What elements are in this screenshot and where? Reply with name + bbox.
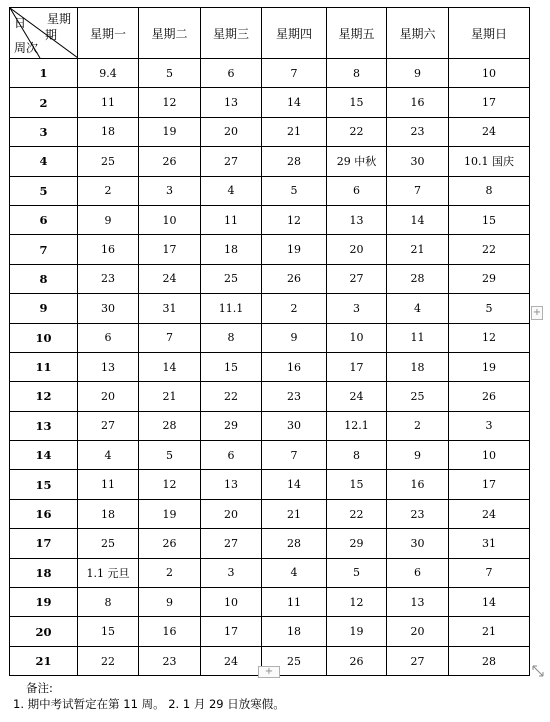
date-cell: 31 — [449, 529, 530, 558]
week-row — [10, 441, 530, 470]
date-cell: 21 — [387, 235, 449, 264]
date-cell: 4 — [387, 294, 449, 323]
date-cell: 9 — [78, 205, 139, 234]
date-cell: 23 — [78, 264, 139, 293]
date-cell: 16 — [387, 470, 449, 499]
date-cell: 20 — [201, 117, 262, 146]
date-cell: 2 — [78, 176, 139, 205]
week-row — [10, 235, 530, 264]
date-cell: 23 — [262, 382, 327, 411]
date-cell: 19 — [327, 617, 387, 646]
date-cell: 19 — [139, 117, 201, 146]
date-cell: 21 — [262, 499, 327, 528]
date-cell: 6 — [201, 441, 262, 470]
date-cell: 9.4 — [78, 59, 139, 88]
notes-label: 备注: — [26, 681, 53, 695]
date-cell: 10 — [449, 441, 530, 470]
week-row — [10, 205, 530, 234]
date-cell: 27 — [327, 264, 387, 293]
week-row — [10, 88, 530, 117]
date-cell: 19 — [139, 499, 201, 528]
week-number-cell: 7 — [10, 235, 78, 264]
date-cell: 26 — [327, 646, 387, 675]
day-header: 星期五 — [327, 8, 387, 59]
date-cell: 5 — [327, 558, 387, 587]
date-cell: 30 — [262, 411, 327, 440]
date-cell: 11 — [78, 470, 139, 499]
date-cell: 27 — [387, 646, 449, 675]
day-header: 星期一 — [78, 8, 139, 59]
date-cell: 13 — [327, 205, 387, 234]
date-cell: 22 — [449, 235, 530, 264]
week-row — [10, 264, 530, 293]
date-cell: 2 — [262, 294, 327, 323]
day-header: 星期二 — [139, 8, 201, 59]
date-cell: 8 — [327, 59, 387, 88]
date-cell: 12 — [327, 588, 387, 617]
date-cell: 21 — [262, 117, 327, 146]
date-cell: 6 — [201, 59, 262, 88]
date-cell: 12.1 — [327, 411, 387, 440]
date-cell: 3 — [201, 558, 262, 587]
date-cell: 4 — [201, 176, 262, 205]
date-cell: 23 — [387, 117, 449, 146]
date-cell: 24 — [449, 117, 530, 146]
date-cell: 7 — [387, 176, 449, 205]
day-header: 星期日 — [449, 8, 530, 59]
date-cell: 7 — [449, 558, 530, 587]
date-cell: 20 — [327, 235, 387, 264]
date-cell: 21 — [139, 382, 201, 411]
week-number-cell: 4 — [10, 147, 78, 176]
date-cell: 27 — [201, 147, 262, 176]
date-cell: 11 — [262, 588, 327, 617]
week-number-cell: 21 — [10, 646, 78, 675]
date-cell: 11 — [201, 205, 262, 234]
date-cell: 13 — [201, 88, 262, 117]
date-cell: 19 — [449, 352, 530, 381]
date-cell: 29 — [327, 529, 387, 558]
notes-text: 1. 期中考试暂定在第 11 周。 2. 1 月 29 日放寒假。 — [13, 697, 285, 711]
day-header: 星期四 — [262, 8, 327, 59]
date-cell: 10 — [139, 205, 201, 234]
date-cell: 17 — [201, 617, 262, 646]
date-cell: 12 — [449, 323, 530, 352]
week-row — [10, 588, 530, 617]
date-cell: 2 — [139, 558, 201, 587]
date-cell: 26 — [139, 147, 201, 176]
week-number-cell: 14 — [10, 441, 78, 470]
date-cell: 24 — [327, 382, 387, 411]
date-cell: 11.1 — [201, 294, 262, 323]
date-cell: 14 — [449, 588, 530, 617]
date-cell: 28 — [387, 264, 449, 293]
week-row — [10, 147, 530, 176]
date-cell: 1.1 元旦 — [78, 558, 139, 587]
week-row — [10, 617, 530, 646]
date-cell: 25 — [262, 646, 327, 675]
date-cell: 16 — [139, 617, 201, 646]
week-row — [10, 558, 530, 587]
date-cell: 9 — [387, 441, 449, 470]
date-cell: 25 — [387, 382, 449, 411]
date-cell: 18 — [78, 499, 139, 528]
week-row — [10, 323, 530, 352]
date-cell: 17 — [449, 470, 530, 499]
date-cell: 13 — [78, 352, 139, 381]
date-cell: 28 — [139, 411, 201, 440]
week-number-cell: 20 — [10, 617, 78, 646]
week-number-cell: 9 — [10, 294, 78, 323]
day-header: 星期六 — [387, 8, 449, 59]
date-cell: 26 — [449, 382, 530, 411]
date-cell: 12 — [139, 88, 201, 117]
week-row — [10, 117, 530, 146]
date-cell: 24 — [201, 646, 262, 675]
date-cell: 24 — [449, 499, 530, 528]
date-cell: 25 — [201, 264, 262, 293]
date-cell: 22 — [201, 382, 262, 411]
date-cell: 18 — [262, 617, 327, 646]
date-cell: 8 — [327, 441, 387, 470]
date-cell: 29 — [201, 411, 262, 440]
date-cell: 17 — [139, 235, 201, 264]
date-cell: 9 — [387, 59, 449, 88]
date-cell: 11 — [78, 88, 139, 117]
add-column-button[interactable]: + — [532, 307, 542, 318]
date-cell: 10 — [327, 323, 387, 352]
week-row — [10, 352, 530, 381]
week-row — [10, 470, 530, 499]
date-cell: 20 — [387, 617, 449, 646]
date-cell: 9 — [262, 323, 327, 352]
date-cell: 30 — [387, 147, 449, 176]
week-number-cell: 19 — [10, 588, 78, 617]
date-cell: 4 — [78, 441, 139, 470]
date-cell: 18 — [387, 352, 449, 381]
date-cell: 28 — [449, 646, 530, 675]
week-number-cell: 13 — [10, 411, 78, 440]
date-cell: 10 — [201, 588, 262, 617]
calendar-table — [9, 7, 530, 676]
date-cell: 23 — [139, 646, 201, 675]
date-cell: 15 — [201, 352, 262, 381]
date-cell: 12 — [262, 205, 327, 234]
week-number-cell: 10 — [10, 323, 78, 352]
week-number-cell: 2 — [10, 88, 78, 117]
week-row — [10, 499, 530, 528]
date-cell: 15 — [78, 617, 139, 646]
date-cell: 8 — [78, 588, 139, 617]
date-cell: 11 — [387, 323, 449, 352]
week-number-cell: 3 — [10, 117, 78, 146]
resize-icon — [531, 664, 545, 678]
date-cell: 17 — [327, 352, 387, 381]
date-cell: 13 — [201, 470, 262, 499]
date-cell: 5 — [139, 441, 201, 470]
date-cell: 13 — [387, 588, 449, 617]
date-cell: 25 — [78, 529, 139, 558]
date-cell: 29 — [449, 264, 530, 293]
corner-label-ri: 日 — [14, 16, 27, 30]
date-cell: 6 — [327, 176, 387, 205]
corner-label-qi: 期 — [44, 28, 57, 42]
date-cell: 28 — [262, 147, 327, 176]
corner-header-cell — [10, 8, 78, 59]
date-cell: 15 — [327, 470, 387, 499]
date-cell: 10 — [449, 59, 530, 88]
date-cell: 26 — [139, 529, 201, 558]
date-cell: 27 — [78, 411, 139, 440]
date-cell: 16 — [78, 235, 139, 264]
date-cell: 29 中秋 — [327, 147, 387, 176]
date-cell: 5 — [449, 294, 530, 323]
date-cell: 14 — [262, 470, 327, 499]
date-cell: 14 — [139, 352, 201, 381]
date-cell: 6 — [78, 323, 139, 352]
date-cell: 10.1 国庆 — [449, 147, 530, 176]
week-row — [10, 382, 530, 411]
week-row — [10, 411, 530, 440]
week-row — [10, 176, 530, 205]
week-number-cell: 15 — [10, 470, 78, 499]
calendar-body — [10, 59, 530, 676]
date-cell: 30 — [387, 529, 449, 558]
week-row — [10, 529, 530, 558]
date-cell: 12 — [139, 470, 201, 499]
week-number-cell: 16 — [10, 499, 78, 528]
date-cell: 24 — [139, 264, 201, 293]
date-cell: 21 — [449, 617, 530, 646]
week-number-cell: 5 — [10, 176, 78, 205]
add-row-button[interactable]: + — [258, 666, 280, 678]
date-cell: 16 — [387, 88, 449, 117]
corner-label-xingqi: 星期 — [46, 12, 71, 26]
date-cell: 28 — [262, 529, 327, 558]
date-cell: 16 — [262, 352, 327, 381]
date-cell: 3 — [449, 411, 530, 440]
date-cell: 5 — [139, 59, 201, 88]
date-cell: 25 — [78, 147, 139, 176]
date-cell: 8 — [201, 323, 262, 352]
date-cell: 5 — [262, 176, 327, 205]
date-cell: 14 — [262, 88, 327, 117]
date-cell: 7 — [262, 441, 327, 470]
date-cell: 4 — [262, 558, 327, 587]
date-cell: 19 — [262, 235, 327, 264]
corner-label-zhouci: 周次 — [14, 41, 39, 55]
date-cell: 7 — [139, 323, 201, 352]
week-number-cell: 11 — [10, 352, 78, 381]
week-number-cell: 18 — [10, 558, 78, 587]
date-cell: 22 — [327, 499, 387, 528]
date-cell: 6 — [387, 558, 449, 587]
date-cell: 31 — [139, 294, 201, 323]
date-cell: 26 — [262, 264, 327, 293]
date-cell: 27 — [201, 529, 262, 558]
week-row — [10, 294, 530, 323]
date-cell: 14 — [387, 205, 449, 234]
day-header: 星期三 — [201, 8, 262, 59]
date-cell: 3 — [139, 176, 201, 205]
date-cell: 15 — [449, 205, 530, 234]
date-cell: 20 — [201, 499, 262, 528]
date-cell: 9 — [139, 588, 201, 617]
week-number-cell: 1 — [10, 59, 78, 88]
date-cell: 23 — [387, 499, 449, 528]
date-cell: 2 — [387, 411, 449, 440]
notes-section — [13, 680, 285, 712]
week-number-cell: 6 — [10, 205, 78, 234]
date-cell: 15 — [327, 88, 387, 117]
date-cell: 20 — [78, 382, 139, 411]
date-cell: 22 — [327, 117, 387, 146]
date-cell: 18 — [78, 117, 139, 146]
week-number-cell: 12 — [10, 382, 78, 411]
week-number-cell: 8 — [10, 264, 78, 293]
table-resize-handle[interactable] — [531, 664, 545, 678]
date-cell: 8 — [449, 176, 530, 205]
date-cell: 3 — [327, 294, 387, 323]
week-row — [10, 59, 530, 88]
date-cell: 18 — [201, 235, 262, 264]
date-cell: 22 — [78, 646, 139, 675]
header-row — [10, 8, 530, 59]
date-cell: 7 — [262, 59, 327, 88]
date-cell: 30 — [78, 294, 139, 323]
week-number-cell: 17 — [10, 529, 78, 558]
date-cell: 17 — [449, 88, 530, 117]
